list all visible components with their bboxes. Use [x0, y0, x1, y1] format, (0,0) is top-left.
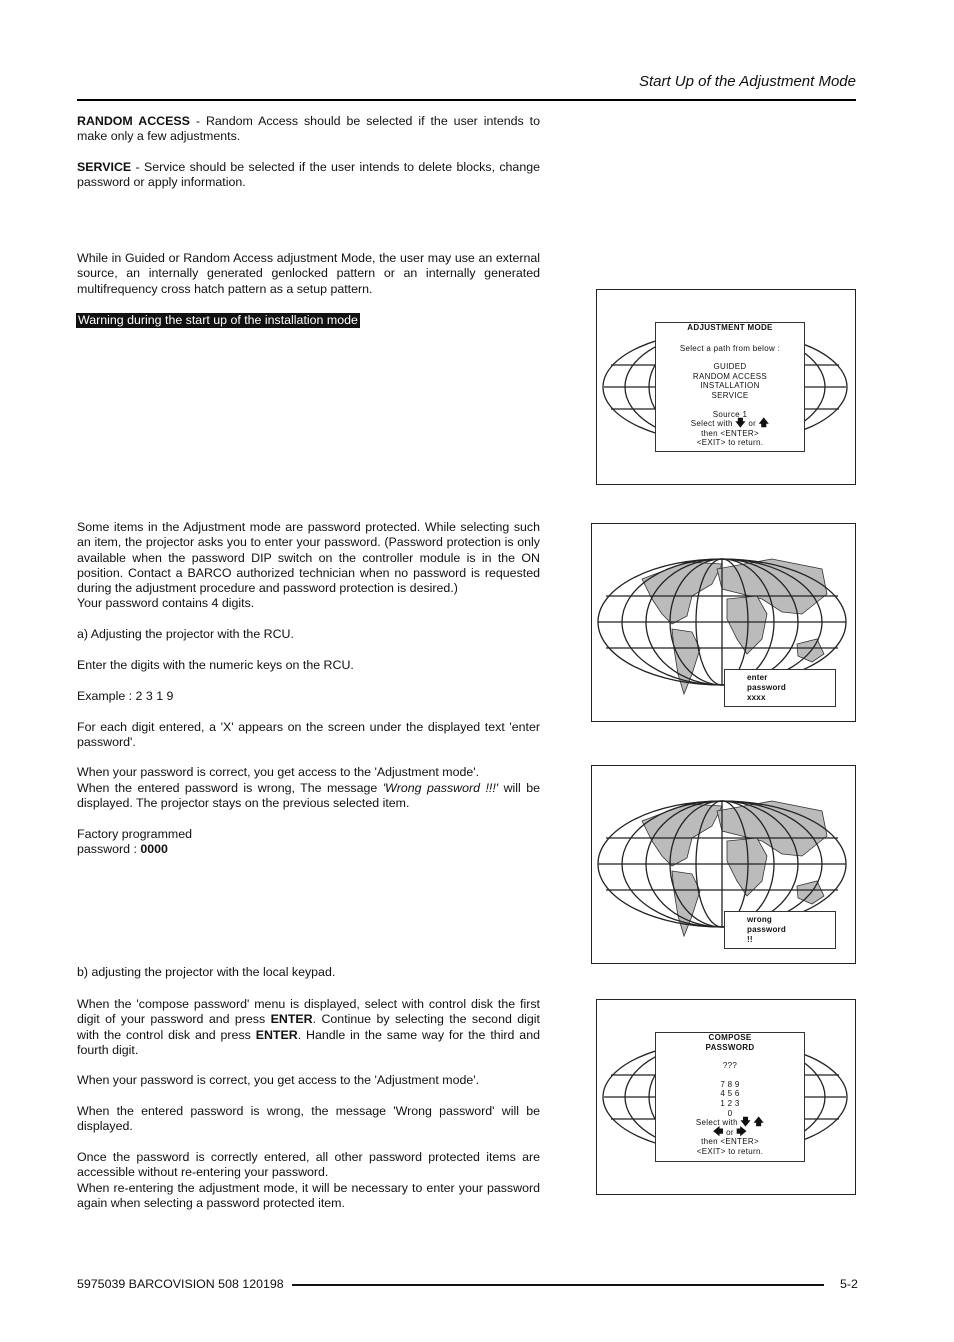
- example: Example : 2 3 1 9: [77, 689, 174, 703]
- or-label: or: [748, 419, 757, 429]
- password-mask: xxxx: [747, 693, 766, 702]
- arrow-right-icon: 🡆: [736, 1126, 748, 1138]
- arrow-down-icon: 🡇: [740, 1117, 751, 1129]
- select-with-label: Select with: [695, 1118, 738, 1128]
- figure-enter-password: [591, 523, 856, 722]
- random-access-text: - Random Access should be selected if the user intends to make only a few adjustments.: [77, 114, 541, 144]
- compose-select-line: [656, 1118, 804, 1128]
- arrow-up-icon: 🡅: [758, 418, 770, 430]
- correct-access: When your password is correct, you get access to the 'Adjustment mode'.: [77, 765, 480, 779]
- enter-key-2: ENTER: [255, 1027, 298, 1042]
- wrong-msg: 'Wrong password !!!': [382, 781, 499, 795]
- wrong-2: When the entered password is wrong, the message 'Wrong password' will be displayed.: [77, 1104, 540, 1134]
- x-appears: For each digit entered, a 'X' appears on the screen under the displayed text 'enter password'.: [77, 720, 540, 750]
- select-with-label: Select with: [690, 419, 733, 429]
- menu-item-installation[interactable]: INSTALLATION: [700, 381, 760, 391]
- wrong-post: will be displayed. The projector stays on the previous selected item.: [77, 781, 541, 811]
- figure-adjustment-mode: [596, 289, 856, 485]
- once-correct: Once the password is correctly entered, all other password protected items are accessible without re-entering your password.: [77, 1150, 540, 1180]
- compose-post: . Handle in the same way for the third and fourth digit.: [77, 1027, 540, 1057]
- password-digits: Your password contains 4 digits.: [77, 596, 255, 610]
- menu-title: ADJUSTMENT MODE: [687, 323, 773, 332]
- keypad-row-3[interactable]: 1 2 3: [720, 1098, 740, 1108]
- menu-source: Source 1: [712, 409, 748, 419]
- menu-item-random-access[interactable]: RANDOM ACCESS: [692, 371, 768, 381]
- rcu-enter: Enter the digits with the numeric keys on the RCU.: [77, 658, 354, 672]
- warning-label: Warning during the start up of the installation mode: [78, 313, 358, 327]
- keypad-row-4[interactable]: 0: [727, 1108, 733, 1118]
- keypad-row-1[interactable]: 7 8 9: [720, 1079, 740, 1089]
- factory-line1: Factory programmed: [77, 827, 192, 841]
- enter-label: enter: [747, 673, 768, 682]
- menu-select-line: [656, 419, 804, 429]
- guided-note: While in Guided or Random Access adjustment Mode, the user may use an external source, an internally generated genlocked pattern or an internally generated multifrequency cross hatch pattern as a setup pattern.: [77, 251, 540, 296]
- password-label: password: [747, 683, 786, 692]
- service-text: - Service should be selected if the user intends to delete blocks, change password or apply information.: [77, 160, 540, 190]
- enter-key-1: ENTER: [270, 1012, 313, 1027]
- service-paragraph: [77, 160, 540, 191]
- arrow-up-icon: 🡅: [753, 1117, 765, 1129]
- compose-exit: <EXIT> to return.: [696, 1146, 764, 1156]
- keypad-row-2[interactable]: 4 5 6: [720, 1089, 740, 1099]
- reentering: When re-entering the adjustment mode, it will be necessary to enter your password again when selecting a password protected item.: [77, 1181, 540, 1211]
- password-label: password: [747, 925, 786, 934]
- arrow-left-icon: 🡄: [712, 1126, 724, 1138]
- compose-lr-line: [656, 1128, 804, 1138]
- page-header-title: Start Up of the Adjustment Mode: [638, 73, 856, 90]
- menu-item-service[interactable]: SERVICE: [711, 390, 749, 400]
- compose-paragraph: [77, 997, 540, 1058]
- menu-exit: <EXIT> to return.: [696, 438, 764, 448]
- password-intro: Some items in the Adjustment mode are password protected. While selecting such an item, the projector asks you to enter your password. (Password protection is only available when the password DIP switch on the controller module is in the ON position. Contact a BARCO authorized technician when no password is requested during the adjustment procedure and password protection is desired.): [77, 520, 540, 596]
- digits-entered: ???: [722, 1061, 738, 1071]
- figure-compose-password: [596, 999, 856, 1195]
- rcu-heading: a) Adjusting the projector with the RCU.: [77, 627, 294, 641]
- enter-password-box: [724, 669, 836, 707]
- compose-then-enter: then <ENTER>: [701, 1137, 759, 1147]
- password-title: PASSWORD: [705, 1042, 755, 1052]
- keypad-heading: b) adjusting the projector with the local keypad.: [77, 965, 336, 979]
- wrong-paragraph: [77, 781, 540, 812]
- random-access-paragraph: [77, 114, 540, 145]
- or-label: or: [726, 1127, 734, 1137]
- compose-password-menu: [655, 1032, 805, 1162]
- header-rule: [77, 99, 856, 101]
- wrong-password-box: [724, 911, 836, 949]
- random-access-term: RANDOM ACCESS: [77, 114, 190, 128]
- wrong-label: wrong: [747, 915, 772, 924]
- menu-item-guided[interactable]: GUIDED: [713, 362, 747, 372]
- correct-access-2: When your password is correct, you get access to the 'Adjustment mode'.: [77, 1073, 480, 1087]
- page-number: 5-2: [840, 1277, 858, 1291]
- service-term: SERVICE: [77, 160, 132, 174]
- factory-value: 0000: [140, 842, 168, 856]
- compose-mid: . Continue by selecting the second digit with the control disk and press: [77, 1012, 540, 1042]
- adjustment-mode-menu: [655, 322, 805, 452]
- footer-rule: [292, 1284, 824, 1286]
- compose-pre: When the 'compose password' menu is displayed, select with control disk the first digit of your password and press: [77, 997, 540, 1027]
- footer-doc-id: 5975039 BARCOVISION 508 120198: [77, 1277, 284, 1291]
- factory-label: password :: [77, 842, 141, 856]
- compose-title: COMPOSE: [708, 1033, 752, 1042]
- menu-then-enter: then <ENTER>: [701, 428, 759, 438]
- menu-prompt: Select a path from below :: [679, 343, 781, 353]
- exclamation-label: !!: [747, 935, 753, 944]
- arrow-down-icon: 🡇: [735, 418, 746, 430]
- wrong-pre: When the entered password is wrong, The message: [77, 781, 383, 795]
- factory-line2: [77, 842, 540, 857]
- figure-wrong-password: [591, 765, 856, 964]
